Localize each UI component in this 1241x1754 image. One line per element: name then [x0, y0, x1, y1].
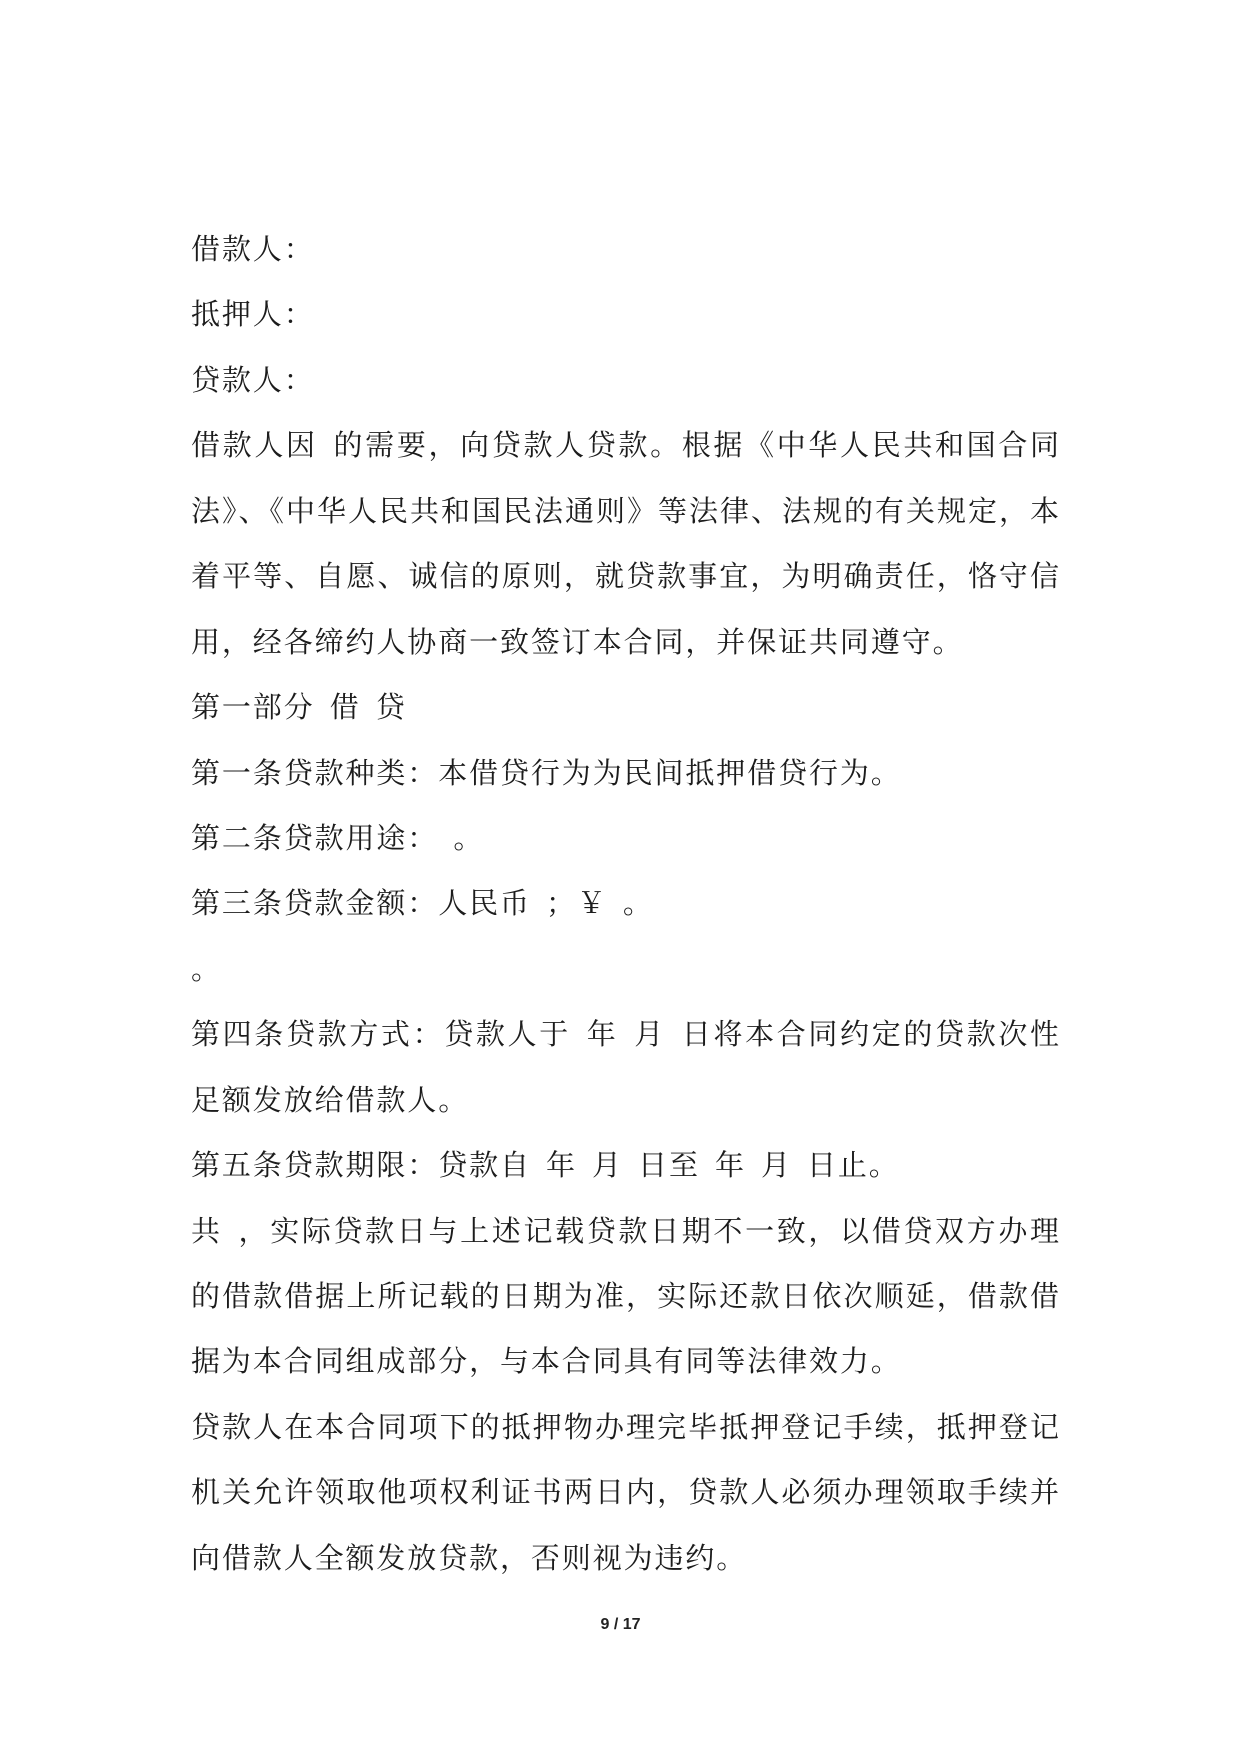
disbursement-clause-line: 贷款人在本合同项下的抵押物办理完毕抵押登记手续，抵押登记: [191, 1409, 1059, 1444]
article-5-loan-term: 第五条贷款期限：贷款自 年 月 日至 年 月 日止。: [191, 1148, 900, 1183]
page-number: 9 / 17: [600, 1616, 641, 1633]
article-4-loan-method: 第四条贷款方式：贷款人于 年 月 日将本合同约定的贷款次性: [191, 1017, 1059, 1052]
mortgagor-line: 抵押人：: [191, 297, 315, 332]
loan-amount-continuation: 。: [191, 951, 222, 986]
article-3-loan-amount: 第三条贷款金额：人民币 ；￥ 。: [191, 886, 654, 921]
document-body: [191, 217, 1059, 1591]
preamble-line: 借款人因 的需要，向贷款人贷款。根据《中华人民共和国合同: [191, 428, 1059, 463]
loan-term-note-line: 共 ，实际贷款日与上述记载贷款日期不一致，以借贷双方办理: [191, 1213, 1059, 1248]
part-heading: 第一部分 借 贷: [191, 690, 407, 725]
disbursement-clause-line: 机关允许领取他项权利证书两日内，贷款人必须办理领取手续并: [191, 1475, 1059, 1510]
preamble-line: 着平等、自愿、诚信的原则，就贷款事宜，为明确责任，恪守信: [191, 559, 1059, 594]
preamble-line: 用，经各缔约人协商一致签订本合同，并保证共同遵守。: [191, 624, 964, 659]
article-2-loan-purpose: 第二条贷款用途： 。: [191, 820, 485, 855]
preamble-line: 法》、《中华人民共和国民法通则》等法律、法规的有关规定，本: [191, 493, 1059, 528]
article-1-loan-type: 第一条贷款种类：本借贷行为为民间抵押借贷行为。: [191, 755, 902, 790]
loan-method-continuation: 足额发放给借款人。: [191, 1082, 470, 1117]
loan-term-note-line: 的借款借据上所记载的日期为准，实际还款日依次顺延，借款借: [191, 1279, 1059, 1313]
loan-term-note-line: 据为本合同组成部分，与本合同具有同等法律效力。: [191, 1344, 902, 1379]
lender-line: 贷款人：: [191, 362, 315, 397]
borrower-line: 借款人：: [191, 232, 315, 266]
disbursement-clause-line: 向借款人全额发放贷款，否则视为违约。: [191, 1540, 748, 1575]
